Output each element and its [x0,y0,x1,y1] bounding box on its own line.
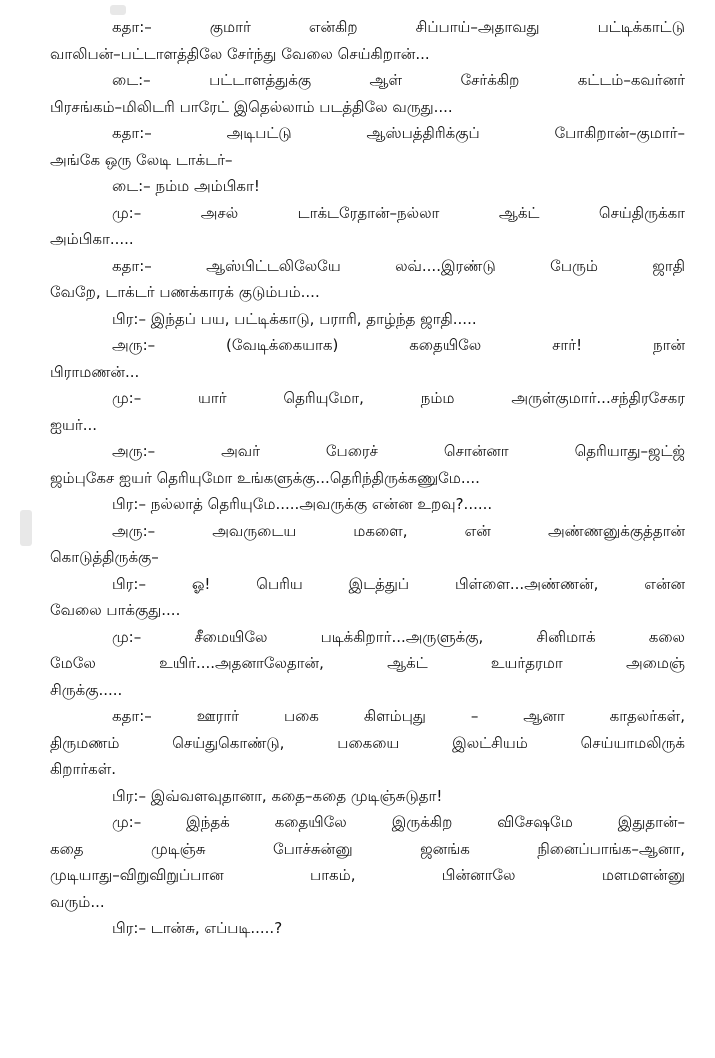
dialogue-line: ஐயர்... [50,415,98,434]
dialogue-line-speaker: பிர:– டான்சு, எப்படி.....? [112,919,283,937]
dialogue-line: ஜம்புகேச ஐயர் தெரியுமோ உங்களுக்கு...தெரிந்திருக்கணுமே.... [50,468,480,487]
dialogue-line-speaker: கதா:– அடிபட்டு ஆஸ்பத்திரிக்குப் போகிறான்–குமார்– [112,124,685,142]
dialogue-paragraph [50,120,685,173]
dialogue-line: வரும்... [50,892,105,911]
dialogue-body [50,14,685,942]
dialogue-paragraph [50,491,685,518]
dialogue-line: வேலை பாக்குது.... [50,601,181,619]
dialogue-line-speaker: டை:– பட்டாளத்துக்கு ஆள் சேர்க்கிற கட்டம்–கவர்னர் [112,71,685,89]
dialogue-line: கொடுத்திருக்கு– [50,548,159,566]
dialogue-line-speaker: பிர:– ஓ! பெரிய இடத்துப் பிள்ளை...அண்ணன், என்ன [112,574,685,593]
dialogue-line: சிருக்கு..... [50,680,123,699]
scan-smudge [110,5,126,15]
dialogue-line-speaker: மு:– சீமையிலே படிக்கிறார்...அருளுக்கு, சினிமாக் கலை [112,627,685,646]
dialogue-line-speaker: மு:– யார் தெரியுமோ, நம்ம அருள்குமார்...சந்திரசேகர [112,389,685,407]
dialogue-paragraph [50,173,685,200]
dialogue-paragraph [50,571,685,624]
dialogue-paragraph [50,624,685,704]
dialogue-line-speaker: அரு:– அவருடைய மகளை, என் அண்ணனுக்குத்தான் [112,521,685,540]
dialogue-paragraph [50,783,685,810]
dialogue-line-speaker: பிர:– இந்தப் பய, பட்டிக்காடு, பராரி, தாழ்ந்த ஜாதி..... [112,309,477,328]
dialogue-line: திருமணம் செய்துகொண்டு, பகையை இலட்சியம் செய்யாமலிருக் [50,733,685,752]
dialogue-line: கதை முடிஞ்சு போச்சுன்னு ஜனங்க நினைப்பாங்க–ஆனா, [50,839,685,858]
dialogue-line-speaker: டை:– நம்ம அம்பிகா! [112,177,260,195]
dialogue-line: வாலிபன்–பட்டாளத்திலே சேர்ந்து வேலை செய்கிறான்... [50,44,430,63]
dialogue-line: அங்கே ஒரு லேடி டாக்டர்– [50,150,233,169]
dialogue-line: கிறார்கள். [50,760,117,778]
dialogue-line-speaker: கதா:– ஊரார் பகை கிளம்புது – ஆனா காதலர்கள், [112,707,685,725]
dialogue-line: அம்பிகா..... [50,230,134,248]
dialogue-paragraph [50,253,685,306]
dialogue-line: முடியாது–விறுவிறுப்பான பாகம், பின்னாலே மளமளன்னு [50,866,685,884]
dialogue-line: பிரசங்கம்–மிலிடரி பாரேட் இதெல்லாம் படத்திலே வருது.... [50,97,453,116]
dialogue-line-speaker: அரு:– அவர் பேரைச் சொன்னா தெரியாது–ஜட்ஜ் [112,442,685,460]
dialogue-paragraph [50,332,685,385]
dialogue-line: மேலே உயிர்....அதனாலேதான், ஆக்ட் உயர்தரமா அமைஞ் [50,654,685,672]
dialogue-paragraph [50,438,685,491]
dialogue-paragraph [50,200,685,253]
scan-smudge [20,510,32,546]
dialogue-paragraph [50,306,685,333]
dialogue-paragraph [50,385,685,438]
dialogue-line-speaker: பிர:– நல்லாத் தெரியுமே.....அவருக்கு என்ன உறவு?...... [112,495,493,513]
dialogue-paragraph [50,915,685,942]
dialogue-line-speaker: மு:– அசல் டாக்டரேதான்–நல்லா ஆக்ட் செய்திருக்கா [112,203,685,222]
dialogue-line-speaker: பிர:– இவ்வளவுதானா, கதை–கதை முடிஞ்சுடுதா! [112,786,443,805]
dialogue-paragraph [50,14,685,67]
dialogue-paragraph [50,67,685,120]
dialogue-line-speaker: கதா:– குமார் என்கிற சிப்பாய்–அதாவது பட்டிக்காட்டு [112,18,685,36]
dialogue-line: பிராமணன்... [50,362,140,381]
dialogue-line-speaker: அரு:– (வேடிக்கையாக) கதையிலே சார்! நான் [112,336,685,354]
dialogue-paragraph [50,703,685,783]
dialogue-line-speaker: மு:– இந்தக் கதையிலே இருக்கிற விசேஷமே இதுதான்– [112,813,685,831]
dialogue-paragraph [50,809,685,915]
dialogue-line-speaker: கதா:– ஆஸ்பிட்டலிலேயே லவ்....இரண்டு பேரும் ஜாதி [112,256,685,275]
dialogue-line: வேறே, டாக்டர் பணக்காரக் குடும்பம்.... [50,283,320,301]
dialogue-paragraph [50,518,685,571]
